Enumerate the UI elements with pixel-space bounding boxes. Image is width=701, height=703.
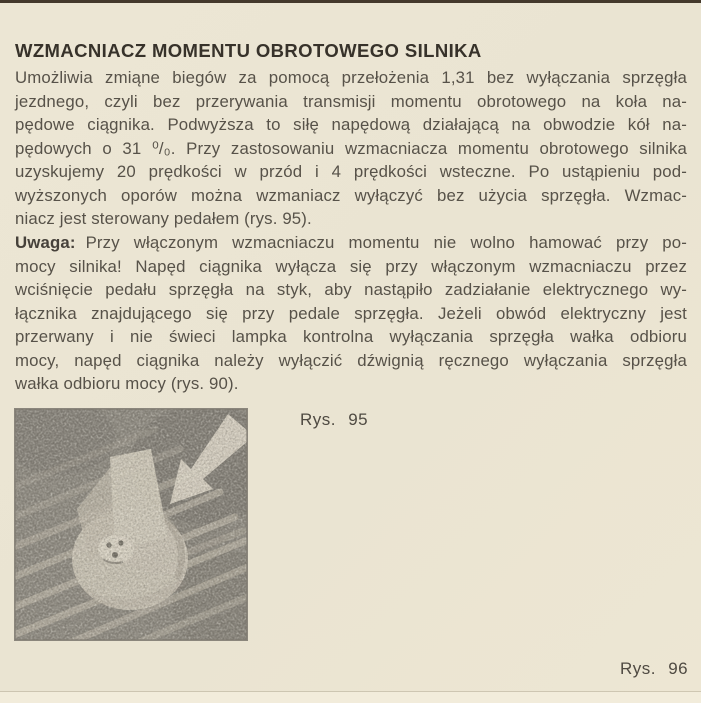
figure-96-caption: Rys. 96: [620, 659, 689, 678]
paragraph-line: jezdnego, czyli bez przerywania transmisji momentu obrotowego na koła na-: [15, 91, 687, 111]
paragraph-torque-amplifier: [15, 66, 687, 231]
paragraph-line: wyższonych oporów można wzmaniacz wyłączyć bez użycia sprzęgła. Wzmac-: [15, 185, 687, 205]
paragraph-line: pędowe ciągnika. Podwyższa to siłę napędową działającą na obwodzie kół na-: [15, 115, 687, 134]
paragraph-line: pędowych o 31 ⁰/₀. Przy zastosowaniu wzmacniacza momentu obrotowego silnika: [15, 138, 687, 158]
paragraph-line: mocy, napęd ciągnika należy wyłączić dźwignią ręcznego wyłączania sprzęgła: [15, 350, 687, 370]
paragraph-line: mocy silnika! Napęd ciągnika wyłącza się przy włączonym wzmacniaczu przez: [15, 256, 687, 276]
paragraph-line: [15, 231, 687, 255]
paragraph-line: wciśnięcie pedału sprzęgła na styk, aby nastąpiło zadziałanie elektrycznego wy-: [15, 280, 687, 299]
section-heading: WZMACNIACZ MOMENTU OBROTOWEGO SILNIKA: [15, 40, 482, 61]
figure-95-caption: Rys. 95: [300, 410, 369, 429]
paragraph-line: uzyskujemy 20 prędkości w przód i 4 prędkości wsteczne. Po ustąpieniu pod-: [15, 162, 687, 181]
page-top-edge: [0, 0, 701, 3]
paragraph-line: łącznika znajdującego się przy pedale sprzęgła. Jeżeli obwód elektryczny jest: [15, 303, 687, 323]
paragraph-line: Umożliwia zmiąne biegów za pomocą przełożenia 1,31 bez wyłączania sprzęgła: [15, 68, 687, 87]
warning-label: Uwaga:: [15, 233, 76, 252]
paragraph-line-text: Przy włączonym wzmacniaczu momentu nie wolno hamować przy po-: [85, 233, 687, 252]
paragraph-line: przerwany i nie świeci lampka kontrolna wyłączania sprzęgła wałka odbioru: [15, 327, 687, 346]
paragraph-warning-note: [15, 231, 687, 396]
paragraph-line: niacz jest sterowany pedałem (rys. 95).: [15, 209, 312, 228]
paragraph-line: wałka odbioru mocy (rys. 90).: [15, 374, 239, 393]
figure-95-photo: [14, 408, 248, 641]
page-bottom-edge: [0, 692, 701, 703]
